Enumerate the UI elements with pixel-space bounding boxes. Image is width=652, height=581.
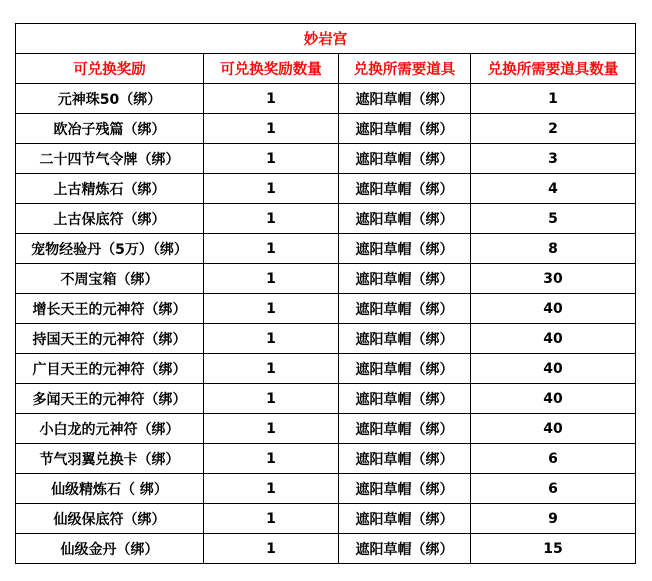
reward-qty-cell: 1 xyxy=(204,474,339,504)
reward-cell: 小白龙的元神符（绑） xyxy=(16,414,204,444)
required-item-cell: 遮阳草帽（绑） xyxy=(339,264,471,294)
required-item-cell: 遮阳草帽（绑） xyxy=(339,144,471,174)
required-item-cell: 遮阳草帽（绑） xyxy=(339,414,471,444)
reward-cell: 增长天王的元神符（绑） xyxy=(16,294,204,324)
reward-cell: 仙级精炼石（ 绑） xyxy=(16,474,204,504)
required-item-cell: 遮阳草帽（绑） xyxy=(339,534,471,564)
required-item-qty-cell: 8 xyxy=(471,234,636,264)
reward-cell: 欧冶子残篇（绑） xyxy=(16,114,204,144)
reward-cell: 仙级金丹（绑） xyxy=(16,534,204,564)
table-row xyxy=(16,444,636,474)
required-item-cell: 遮阳草帽（绑） xyxy=(339,114,471,144)
reward-qty-cell: 1 xyxy=(204,384,339,414)
reward-cell: 不周宝箱（绑） xyxy=(16,264,204,294)
required-item-qty-cell: 6 xyxy=(471,444,636,474)
header-required-item: 兑换所需要道具 xyxy=(339,54,471,84)
required-item-qty-cell: 40 xyxy=(471,414,636,444)
required-item-qty-cell: 4 xyxy=(471,174,636,204)
reward-cell: 节气羽翼兑换卡（绑） xyxy=(16,444,204,474)
required-item-qty-cell: 1 xyxy=(471,84,636,114)
required-item-cell: 遮阳草帽（绑） xyxy=(339,174,471,204)
reward-qty-cell: 1 xyxy=(204,204,339,234)
header-required-item-qty: 兑换所需要道具数量 xyxy=(471,54,636,84)
required-item-cell: 遮阳草帽（绑） xyxy=(339,234,471,264)
reward-qty-cell: 1 xyxy=(204,294,339,324)
table-row xyxy=(16,504,636,534)
reward-cell: 持国天王的元神符（绑） xyxy=(16,324,204,354)
table-row xyxy=(16,534,636,564)
required-item-cell: 遮阳草帽（绑） xyxy=(339,444,471,474)
table-row xyxy=(16,264,636,294)
reward-qty-cell: 1 xyxy=(204,324,339,354)
header-reward-qty: 可兑换奖励数量 xyxy=(204,54,339,84)
table-body xyxy=(16,84,636,564)
required-item-qty-cell: 5 xyxy=(471,204,636,234)
table-row xyxy=(16,174,636,204)
table-row xyxy=(16,474,636,504)
table-row xyxy=(16,294,636,324)
reward-cell: 广目天王的元神符（绑） xyxy=(16,354,204,384)
required-item-qty-cell: 40 xyxy=(471,294,636,324)
table-row xyxy=(16,234,636,264)
required-item-cell: 遮阳草帽（绑） xyxy=(339,504,471,534)
reward-qty-cell: 1 xyxy=(204,144,339,174)
reward-qty-cell: 1 xyxy=(204,534,339,564)
table-row xyxy=(16,84,636,114)
reward-qty-cell: 1 xyxy=(204,264,339,294)
reward-qty-cell: 1 xyxy=(204,414,339,444)
reward-cell: 仙级保底符（绑） xyxy=(16,504,204,534)
required-item-cell: 遮阳草帽（绑） xyxy=(339,324,471,354)
reward-qty-cell: 1 xyxy=(204,444,339,474)
required-item-qty-cell: 30 xyxy=(471,264,636,294)
exchange-table xyxy=(15,23,636,564)
title-row xyxy=(16,24,636,54)
reward-cell: 二十四节气令牌（绑） xyxy=(16,144,204,174)
table-row xyxy=(16,354,636,384)
table-row xyxy=(16,144,636,174)
required-item-qty-cell: 3 xyxy=(471,144,636,174)
required-item-qty-cell: 40 xyxy=(471,384,636,414)
required-item-cell: 遮阳草帽（绑） xyxy=(339,474,471,504)
required-item-cell: 遮阳草帽（绑） xyxy=(339,84,471,114)
table-row xyxy=(16,114,636,144)
reward-qty-cell: 1 xyxy=(204,504,339,534)
required-item-qty-cell: 15 xyxy=(471,534,636,564)
reward-cell: 上古精炼石（绑） xyxy=(16,174,204,204)
required-item-qty-cell: 2 xyxy=(471,114,636,144)
header-reward: 可兑换奖励 xyxy=(16,54,204,84)
table-row xyxy=(16,204,636,234)
reward-cell: 宠物经验丹（5万）（绑） xyxy=(16,234,204,264)
required-item-cell: 遮阳草帽（绑） xyxy=(339,204,471,234)
reward-cell: 多闻天王的元神符（绑） xyxy=(16,384,204,414)
table-title: 妙岩宫 xyxy=(16,24,636,54)
required-item-cell: 遮阳草帽（绑） xyxy=(339,294,471,324)
required-item-qty-cell: 40 xyxy=(471,324,636,354)
table-row xyxy=(16,324,636,354)
required-item-cell: 遮阳草帽（绑） xyxy=(339,384,471,414)
reward-qty-cell: 1 xyxy=(204,354,339,384)
table-row xyxy=(16,384,636,414)
required-item-cell: 遮阳草帽（绑） xyxy=(339,354,471,384)
header-row xyxy=(16,54,636,84)
reward-qty-cell: 1 xyxy=(204,234,339,264)
required-item-qty-cell: 6 xyxy=(471,474,636,504)
reward-qty-cell: 1 xyxy=(204,174,339,204)
reward-qty-cell: 1 xyxy=(204,84,339,114)
reward-cell: 元神珠50（绑） xyxy=(16,84,204,114)
reward-cell: 上古保底符（绑） xyxy=(16,204,204,234)
table-row xyxy=(16,414,636,444)
reward-qty-cell: 1 xyxy=(204,114,339,144)
required-item-qty-cell: 40 xyxy=(471,354,636,384)
required-item-qty-cell: 9 xyxy=(471,504,636,534)
